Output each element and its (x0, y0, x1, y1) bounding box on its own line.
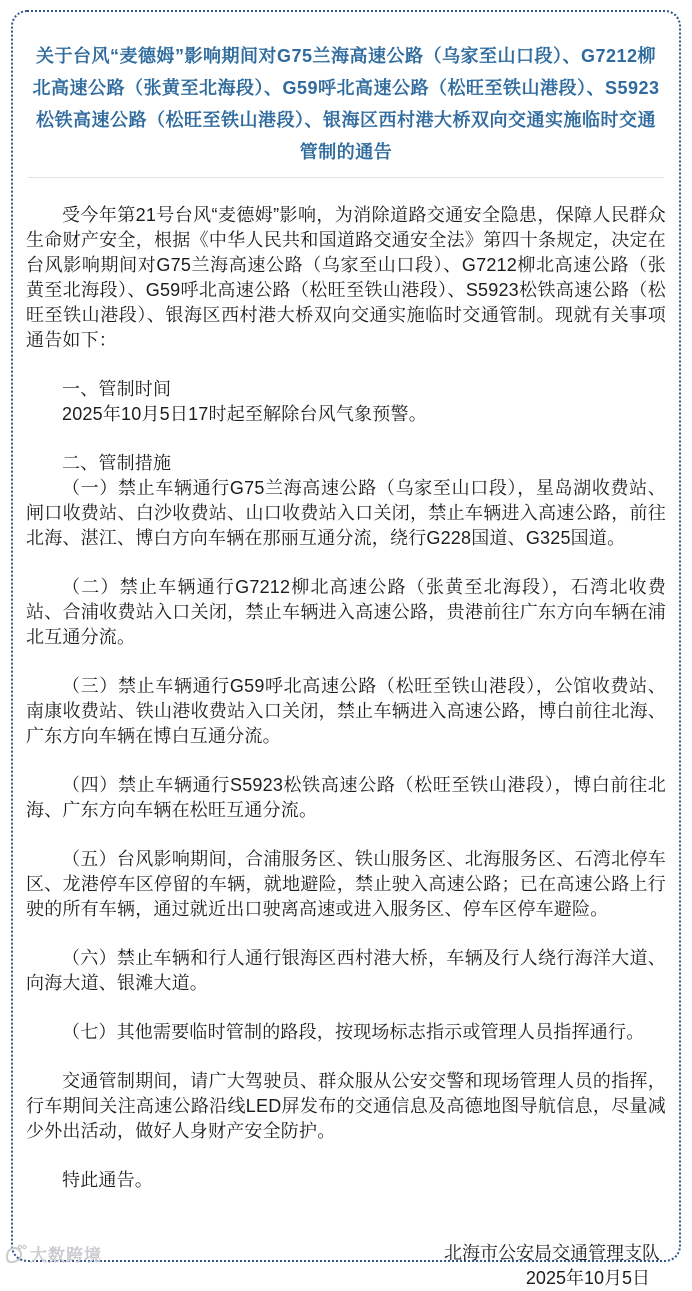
measure-item-1: （一）禁止车辆通行G75兰海高速公路（乌家至山口段），星岛湖收费站、闸口收费站、白沙收费站、山口收费站入口关闭，禁止车辆进入高速公路，前往北海、湛江、博白方向车辆在那丽互通分流，绕行G228国道、G325国道。 (26, 478, 666, 548)
title-divider (28, 177, 664, 178)
watermark-logo-icon (5, 1244, 27, 1264)
measure-item-5: （五）台风影响期间，合浦服务区、铁山服务区、北海服务区、石湾北停车区、龙港停车区停留的车辆，就地避险，禁止驶入高速公路；已在高速公路上行驶的所有车辆，通过就近出口驶离高速或进入服务区、停车区停车避险。 (26, 849, 666, 919)
watermark (5, 1241, 102, 1266)
intro-paragraph: 受今年第21号台风“麦德姆”影响，为消除道路交通安全隐患，保障人民群众生命财产安全，根据《中华人民共和国道路交通安全法》第四十条规定，决定在台风影响期间对G75兰海高速公路（乌家至山口段）、G7212柳北高速公路（张黄至北海段）、G59呼北高速公路（松旺至铁山港段）、S5923松铁高速公路（松旺至铁山港段）、银海区西村港大桥双向交通实施临时交通管制。现就有关事项通告如下： (26, 205, 666, 350)
section-measures-heading: 二、管制措施 (62, 453, 172, 473)
section-time-heading: 一、管制时间 (62, 379, 172, 399)
signature-block (26, 1241, 666, 1291)
measure-item-2: （二）禁止车辆通行G7212柳北高速公路（张黄至北海段），石湾北收费站、合浦收费站入口关闭，禁止车辆进入高速公路，贵港前往广东方向车辆在浦北互通分流。 (26, 577, 666, 647)
watermark-text: 大数跨境 (30, 1246, 102, 1265)
notice-page (11, 10, 681, 1288)
measure-item-4: （四）禁止车辆通行S5923松铁高速公路（松旺至铁山港段），博白前往北海、广东方向车辆在松旺互通分流。 (26, 775, 666, 820)
measure-item-6: （六）禁止车辆和行人通行银海区西村港大桥，车辆及行人绕行海洋大道、向海大道、银滩大道。 (26, 948, 666, 993)
notice-body (26, 203, 666, 1193)
notice-title: 关于台风“麦德姆”影响期间对G75兰海高速公路（乌家至山口段）、G7212柳北高速公路（张黄至北海段）、G59呼北高速公路（松旺至铁山港段）、S5923松铁高速公路（松旺至铁山港段）、银海区西村港大桥双向交通实施临时交通管制的通告 (32, 46, 660, 162)
measure-item-7: （七）其他需要临时管制的路段，按现场标志指示或管理人员指挥通行。 (62, 1022, 645, 1042)
measure-item-3: （三）禁止车辆通行G59呼北高速公路（松旺至铁山港段），公馆收费站、南康收费站、铁山港收费站入口关闭，禁止车辆进入高速公路，博白前往北海、广东方向车辆在博白互通分流。 (26, 676, 666, 746)
section-time-body: 2025年10月5日17时起至解除台风气象预警。 (62, 404, 427, 424)
closing-paragraph: 交通管制期间，请广大驾驶员、群众服从公安交警和现场管理人员的指挥，行车期间关注高速公路沿线LED屏发布的交通信息及高德地图导航信息，尽量减少外出活动，做好人身财产安全防护。 (26, 1071, 666, 1141)
final-line: 特此通告。 (62, 1170, 153, 1190)
signature-agency: 北海市公安局交通管理支队 (444, 1243, 660, 1263)
signature-date: 2025年10月5日 (525, 1268, 650, 1288)
